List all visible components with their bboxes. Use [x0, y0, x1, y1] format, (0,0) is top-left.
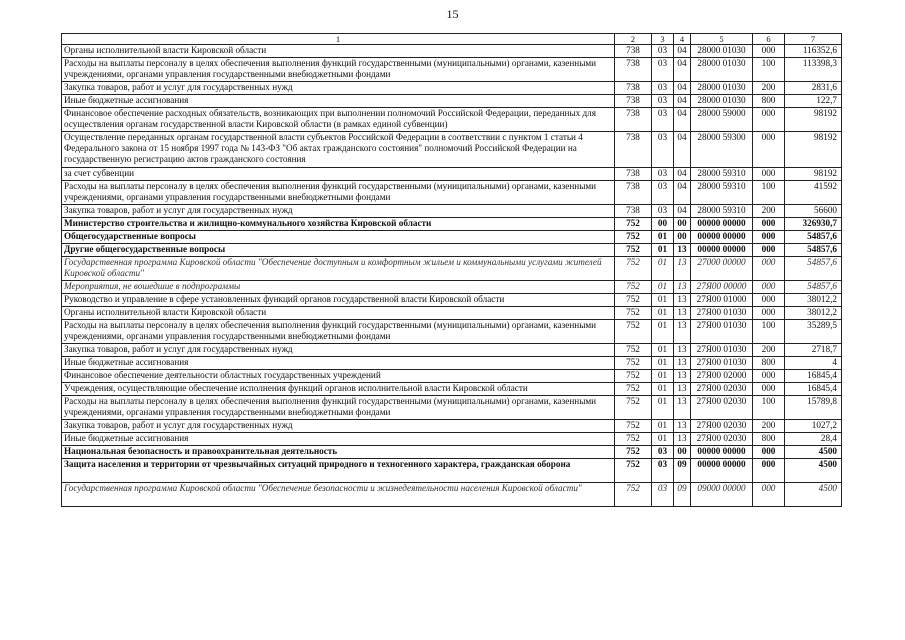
row-amount-cell: 41592 [785, 181, 842, 205]
table-row [62, 168, 842, 181]
row-subsection-cell: 13 [674, 281, 691, 294]
row-expense-type-cell: 200 [753, 420, 785, 433]
row-target-article-cell: 28000 01030 [691, 45, 753, 58]
row-subsection-cell: 00 [674, 446, 691, 459]
row-target-article-cell: 27Я00 01030 [691, 320, 753, 344]
row-target-article-cell: 27Я00 02030 [691, 420, 753, 433]
row-expense-type-cell: 000 [753, 483, 785, 507]
row-ved-cell: 752 [615, 281, 652, 294]
row-subsection-cell: 04 [674, 108, 691, 132]
row-ved-cell: 752 [615, 433, 652, 446]
row-section-cell: 03 [652, 132, 674, 168]
row-ved-cell: 752 [615, 483, 652, 507]
table-row [62, 231, 842, 244]
header-cell: 4 [674, 34, 691, 45]
row-section-cell: 03 [652, 82, 674, 95]
page-number: 15 [446, 7, 459, 21]
row-amount-cell: 54857,6 [785, 244, 842, 257]
table-row [62, 108, 842, 132]
row-expense-type-cell: 800 [753, 433, 785, 446]
row-subsection-cell: 09 [674, 483, 691, 507]
row-amount-cell: 54857,6 [785, 257, 842, 281]
row-subsection-cell: 04 [674, 95, 691, 108]
row-target-article-cell: 00000 00000 [691, 231, 753, 244]
row-subsection-cell: 09 [674, 459, 691, 483]
table-row [62, 181, 842, 205]
row-expense-type-cell: 000 [753, 168, 785, 181]
row-expense-type-cell: 200 [753, 205, 785, 218]
row-name-cell: Органы исполнительной власти Кировской области [62, 45, 615, 58]
header-cell: 1 [62, 34, 615, 45]
row-ved-cell: 752 [615, 294, 652, 307]
row-section-cell: 00 [652, 218, 674, 231]
table-row [62, 205, 842, 218]
table-row [62, 294, 842, 307]
row-section-cell: 01 [652, 370, 674, 383]
table-row [62, 446, 842, 459]
row-name-cell: Иные бюджетные ассигнования [62, 433, 615, 446]
table-row [62, 244, 842, 257]
row-name-cell: Национальная безопасность и правоохранительная деятельность [62, 446, 615, 459]
row-target-article-cell: 00000 00000 [691, 459, 753, 483]
row-amount-cell: 1027,2 [785, 420, 842, 433]
row-expense-type-cell: 000 [753, 446, 785, 459]
row-section-cell: 03 [652, 181, 674, 205]
row-subsection-cell: 13 [674, 383, 691, 396]
row-ved-cell: 752 [615, 307, 652, 320]
row-amount-cell: 4 [785, 357, 842, 370]
table-row [62, 357, 842, 370]
row-amount-cell: 54857,6 [785, 231, 842, 244]
row-amount-cell: 113398,3 [785, 58, 842, 82]
table-row [62, 307, 842, 320]
row-target-article-cell: 28000 59000 [691, 108, 753, 132]
row-expense-type-cell: 000 [753, 459, 785, 483]
row-target-article-cell: 27Я00 02000 [691, 370, 753, 383]
row-expense-type-cell: 000 [753, 281, 785, 294]
row-section-cell: 03 [652, 95, 674, 108]
row-amount-cell: 98192 [785, 132, 842, 168]
row-target-article-cell: 00000 00000 [691, 244, 753, 257]
row-expense-type-cell: 100 [753, 320, 785, 344]
row-ved-cell: 752 [615, 344, 652, 357]
row-name-cell: Государственная программа Кировской области "Обеспечение доступным и комфортным жильем и коммунальными услугами жителей Кировской области" [62, 257, 615, 281]
row-section-cell: 01 [652, 307, 674, 320]
row-subsection-cell: 00 [674, 231, 691, 244]
row-amount-cell: 54857,6 [785, 281, 842, 294]
row-section-cell: 03 [652, 459, 674, 483]
row-subsection-cell: 04 [674, 132, 691, 168]
row-ved-cell: 738 [615, 108, 652, 132]
row-target-article-cell: 28000 59310 [691, 205, 753, 218]
table-row [62, 320, 842, 344]
row-amount-cell: 122,7 [785, 95, 842, 108]
row-target-article-cell: 00000 00000 [691, 446, 753, 459]
row-subsection-cell: 13 [674, 396, 691, 420]
row-ved-cell: 738 [615, 132, 652, 168]
row-expense-type-cell: 000 [753, 45, 785, 58]
header-cell: 7 [785, 34, 842, 45]
row-section-cell: 01 [652, 231, 674, 244]
row-amount-cell: 38012,2 [785, 307, 842, 320]
row-section-cell: 01 [652, 294, 674, 307]
row-expense-type-cell: 100 [753, 396, 785, 420]
row-target-article-cell: 27Я00 01000 [691, 294, 753, 307]
row-expense-type-cell: 100 [753, 58, 785, 82]
header-cell: 3 [652, 34, 674, 45]
row-ved-cell: 752 [615, 357, 652, 370]
row-target-article-cell: 09000 00000 [691, 483, 753, 507]
table-row [62, 459, 842, 483]
header-cell: 2 [615, 34, 652, 45]
row-amount-cell: 326930,7 [785, 218, 842, 231]
row-section-cell: 03 [652, 58, 674, 82]
table-row [62, 257, 842, 281]
row-name-cell: Расходы на выплаты персоналу в целях обеспечения выполнения функций государственными (муниципальными) органами, казенными учреждениями, органами управления государственными внебюджетными фондами [62, 396, 615, 420]
row-subsection-cell: 04 [674, 205, 691, 218]
row-expense-type-cell: 000 [753, 257, 785, 281]
row-expense-type-cell: 100 [753, 181, 785, 205]
row-ved-cell: 752 [615, 257, 652, 281]
table-row [62, 218, 842, 231]
row-section-cell: 01 [652, 433, 674, 446]
row-name-cell: Закупка товаров, работ и услуг для государственных нужд [62, 344, 615, 357]
row-ved-cell: 738 [615, 181, 652, 205]
row-expense-type-cell: 000 [753, 231, 785, 244]
row-section-cell: 03 [652, 483, 674, 507]
row-name-cell: Расходы на выплаты персоналу в целях обеспечения выполнения функций государственными (муниципальными) органами, казенными учреждениями, органами управления государственными внебюджетными фондами [62, 58, 615, 82]
row-expense-type-cell: 800 [753, 357, 785, 370]
row-expense-type-cell: 000 [753, 218, 785, 231]
row-target-article-cell: 28000 59300 [691, 132, 753, 168]
row-expense-type-cell: 000 [753, 294, 785, 307]
row-subsection-cell: 13 [674, 420, 691, 433]
row-amount-cell: 98192 [785, 168, 842, 181]
table-row [62, 344, 842, 357]
row-name-cell: Закупка товаров, работ и услуг для государственных нужд [62, 205, 615, 218]
row-name-cell: Финансовое обеспечение расходных обязательств, возникающих при выполнении полномочий Российской Федерации, переданных для осуществления органам государственной власти Кировской области (в рамках единой субвенции) [62, 108, 615, 132]
row-ved-cell: 752 [615, 383, 652, 396]
row-name-cell: Мероприятия, не вошедшие в подпрограммы [62, 281, 615, 294]
row-section-cell: 01 [652, 257, 674, 281]
row-expense-type-cell: 800 [753, 95, 785, 108]
row-expense-type-cell: 000 [753, 307, 785, 320]
row-subsection-cell: 13 [674, 257, 691, 281]
row-target-article-cell: 28000 01030 [691, 95, 753, 108]
row-amount-cell: 56600 [785, 205, 842, 218]
table-row [62, 82, 842, 95]
row-name-cell: Закупка товаров, работ и услуг для государственных нужд [62, 82, 615, 95]
row-expense-type-cell: 000 [753, 244, 785, 257]
row-amount-cell: 15789,8 [785, 396, 842, 420]
row-ved-cell: 752 [615, 244, 652, 257]
row-section-cell: 01 [652, 344, 674, 357]
row-ved-cell: 738 [615, 45, 652, 58]
table-row [62, 45, 842, 58]
table-header-row [62, 34, 842, 45]
row-section-cell: 03 [652, 446, 674, 459]
row-name-cell: Финансовое обеспечение деятельности областных государственных учреждений [62, 370, 615, 383]
row-target-article-cell: 27Я00 01030 [691, 357, 753, 370]
row-subsection-cell: 13 [674, 244, 691, 257]
header-cell: 6 [753, 34, 785, 45]
row-target-article-cell: 28000 01030 [691, 82, 753, 95]
row-amount-cell: 16845,4 [785, 370, 842, 383]
row-amount-cell: 4500 [785, 459, 842, 483]
row-subsection-cell: 04 [674, 45, 691, 58]
row-ved-cell: 752 [615, 420, 652, 433]
row-expense-type-cell: 000 [753, 132, 785, 168]
row-name-cell: Защита населения и территории от чрезвычайных ситуаций природного и техногенного характера, гражданская оборона [62, 459, 615, 483]
row-name-cell: Другие общегосударственные вопросы [62, 244, 615, 257]
row-section-cell: 01 [652, 357, 674, 370]
table-row [62, 420, 842, 433]
table-row [62, 132, 842, 168]
row-subsection-cell: 04 [674, 82, 691, 95]
table-row [62, 95, 842, 108]
row-name-cell: Руководство и управление в сфере установленных функций органов государственной власти Кировской области [62, 294, 615, 307]
row-expense-type-cell: 000 [753, 383, 785, 396]
row-section-cell: 01 [652, 396, 674, 420]
row-section-cell: 01 [652, 383, 674, 396]
row-subsection-cell: 13 [674, 307, 691, 320]
table-row [62, 370, 842, 383]
row-ved-cell: 738 [615, 82, 652, 95]
row-expense-type-cell: 000 [753, 108, 785, 132]
row-amount-cell: 4500 [785, 446, 842, 459]
row-ved-cell: 738 [615, 58, 652, 82]
row-name-cell: Органы исполнительной власти Кировской области [62, 307, 615, 320]
row-name-cell: Общегосударственные вопросы [62, 231, 615, 244]
row-name-cell: Иные бюджетные ассигнования [62, 95, 615, 108]
row-subsection-cell: 13 [674, 320, 691, 344]
row-target-article-cell: 28000 01030 [691, 58, 753, 82]
row-section-cell: 01 [652, 420, 674, 433]
row-ved-cell: 752 [615, 218, 652, 231]
header-cell: 5 [691, 34, 753, 45]
row-subsection-cell: 04 [674, 181, 691, 205]
row-target-article-cell: 28000 59310 [691, 168, 753, 181]
row-subsection-cell: 13 [674, 433, 691, 446]
row-amount-cell: 2831,6 [785, 82, 842, 95]
row-subsection-cell: 13 [674, 357, 691, 370]
table-row [62, 433, 842, 446]
row-section-cell: 03 [652, 108, 674, 132]
row-target-article-cell: 27Я00 02030 [691, 396, 753, 420]
row-name-cell: Закупка товаров, работ и услуг для государственных нужд [62, 420, 615, 433]
row-subsection-cell: 13 [674, 294, 691, 307]
table-row [62, 383, 842, 396]
table-row [62, 396, 842, 420]
row-amount-cell: 4500 [785, 483, 842, 507]
row-section-cell: 03 [652, 205, 674, 218]
row-ved-cell: 752 [615, 459, 652, 483]
row-ved-cell: 752 [615, 320, 652, 344]
row-name-cell: Расходы на выплаты персоналу в целях обеспечения выполнения функций государственными (муниципальными) органами, казенными учреждениями, органами управления государственными внебюджетными фондами [62, 181, 615, 205]
row-amount-cell: 116352,6 [785, 45, 842, 58]
row-target-article-cell: 27Я00 02030 [691, 383, 753, 396]
row-ved-cell: 738 [615, 168, 652, 181]
row-expense-type-cell: 200 [753, 344, 785, 357]
row-ved-cell: 738 [615, 205, 652, 218]
table-row [62, 483, 842, 507]
budget-table [61, 33, 842, 507]
row-ved-cell: 738 [615, 95, 652, 108]
row-target-article-cell: 27Я00 01030 [691, 307, 753, 320]
row-section-cell: 01 [652, 281, 674, 294]
row-ved-cell: 752 [615, 231, 652, 244]
row-amount-cell: 16845,4 [785, 383, 842, 396]
row-name-cell: Учреждения, осуществляющие обеспечение исполнения функций органов исполнительной власти Кировской области [62, 383, 615, 396]
row-target-article-cell: 27Я00 00000 [691, 281, 753, 294]
row-name-cell: Государственная программа Кировской области "Обеспечение безопасности и жизнедеятельности населения Кировской области" [62, 483, 615, 507]
row-expense-type-cell: 000 [753, 370, 785, 383]
row-ved-cell: 752 [615, 396, 652, 420]
row-subsection-cell: 13 [674, 344, 691, 357]
table-row [62, 58, 842, 82]
row-amount-cell: 35289,5 [785, 320, 842, 344]
row-ved-cell: 752 [615, 446, 652, 459]
row-section-cell: 01 [652, 320, 674, 344]
row-name-cell: за счет субвенции [62, 168, 615, 181]
row-target-article-cell: 27Я00 02030 [691, 433, 753, 446]
row-target-article-cell: 28000 59310 [691, 181, 753, 205]
row-name-cell: Министерство строительства и жилищно-коммунального хозяйства Кировской области [62, 218, 615, 231]
row-target-article-cell: 27000 00000 [691, 257, 753, 281]
row-target-article-cell: 00000 00000 [691, 218, 753, 231]
row-subsection-cell: 04 [674, 168, 691, 181]
row-subsection-cell: 00 [674, 218, 691, 231]
table-row [62, 281, 842, 294]
row-amount-cell: 2718,7 [785, 344, 842, 357]
row-section-cell: 03 [652, 45, 674, 58]
row-subsection-cell: 04 [674, 58, 691, 82]
row-section-cell: 01 [652, 244, 674, 257]
row-subsection-cell: 13 [674, 370, 691, 383]
row-name-cell: Осуществление переданных органам государственной власти субъектов Российской Федерации в соответствии с пунктом 1 статьи 4 Федерального закона от 15 ноября 1997 года № 143-ФЗ "Об актах гражданского состояния" полномочий Российской Федерации на государственную регистрацию актов гражданского состояния [62, 132, 615, 168]
row-ved-cell: 752 [615, 370, 652, 383]
row-expense-type-cell: 200 [753, 82, 785, 95]
row-target-article-cell: 27Я00 01030 [691, 344, 753, 357]
row-section-cell: 03 [652, 168, 674, 181]
row-amount-cell: 38012,2 [785, 294, 842, 307]
row-name-cell: Расходы на выплаты персоналу в целях обеспечения выполнения функций государственными (муниципальными) органами, казенными учреждениями, органами управления государственными внебюджетными фондами [62, 320, 615, 344]
row-name-cell: Иные бюджетные ассигнования [62, 357, 615, 370]
row-amount-cell: 98192 [785, 108, 842, 132]
row-amount-cell: 28,4 [785, 433, 842, 446]
